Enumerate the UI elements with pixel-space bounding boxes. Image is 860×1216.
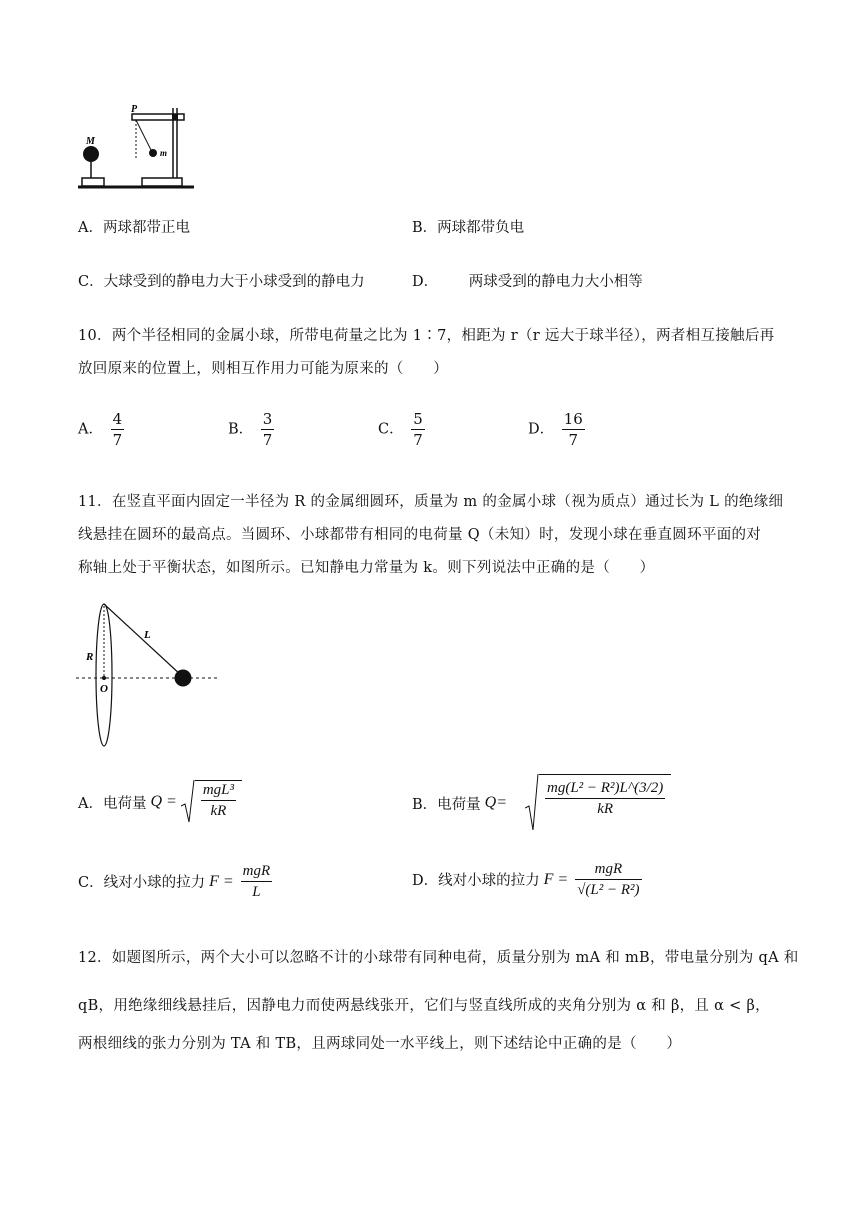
numerator: 3 <box>262 410 273 428</box>
q11-option-a-sqrt <box>181 780 242 824</box>
label-O: O <box>100 683 108 695</box>
numerator: 16 <box>563 410 583 428</box>
q10-option-d-letter: D． <box>528 421 555 438</box>
q11-text-line-1: 11．在竖直平面内固定一半径为 R 的金属细圆环，质量为 m 的金属小球（视为质点）通过长为 L 的绝缘细 <box>78 494 784 510</box>
denominator: √(L² − R²) <box>577 882 640 898</box>
q10-option-d <box>528 410 588 449</box>
q10-option-c <box>378 410 428 449</box>
q10-option-c-letter: C． <box>378 421 404 438</box>
q10-option-d-fraction <box>562 410 585 449</box>
q9-option-b: B．两球都带负电 <box>412 220 525 236</box>
numerator: mg(L² − R²)L^(3/2) <box>547 780 664 796</box>
numerator: 4 <box>112 410 123 428</box>
q11-text-line-3: 称轴上处于平衡状态，如图所示。已知静电力常量为 k。则下列说法中正确的是（ ） <box>78 560 655 576</box>
denominator: kR <box>210 803 227 819</box>
label-m: m <box>160 148 168 158</box>
label-M: M <box>86 136 95 147</box>
figure-charged-spheres <box>76 100 196 192</box>
q11-option-b-prefix: B．电荷量 <box>412 796 481 813</box>
q10-text-line-1: 10．两个半径相同的金属小球，所带电荷量之比为 1∶7，相距为 r（r 远大于球半径），两者相互接触后再 <box>78 328 775 344</box>
q9-option-d-text: 两球受到的静电力大小相等 <box>468 274 643 290</box>
q11-option-b <box>412 774 671 832</box>
q11-option-a: A．电荷量 Q = $\frac{\text{mgL³}}{kR}$ <box>78 780 242 824</box>
q10-option-c-fraction <box>411 410 425 449</box>
label-R: R <box>86 651 94 663</box>
q11-option-a-lhs: Q <box>150 793 163 810</box>
q10-option-b-fraction <box>261 410 275 449</box>
numerator: 5 <box>413 410 423 428</box>
q11-option-d: D．线对小球的拉力 F = $\frac{\text{mgR}}{\text{√(L² − R²)}}$ <box>412 861 640 898</box>
numerator: mgR <box>242 863 271 879</box>
denominator: kR <box>597 801 614 817</box>
denominator: L <box>252 884 261 900</box>
numerator: mgR <box>594 861 623 877</box>
q11-option-d-lhs: F <box>543 870 554 888</box>
q9-option-a: A．两球都带正电 <box>78 220 190 236</box>
denominator: 7 <box>112 431 123 449</box>
q11-option-a-prefix: A．电荷量 <box>78 795 147 812</box>
figure-ring-and-ball <box>74 598 224 750</box>
q11-option-b-sqrt <box>525 774 671 832</box>
q12-text-line-2: qB，用绝缘细线悬挂后，因静电力而使两悬线张开，它们与竖直线所成的夹角分别为 α 和 β，且 α < β， <box>78 998 770 1014</box>
label-P: P <box>131 104 138 115</box>
q10-option-b-letter: B． <box>228 421 254 438</box>
q10-option-a-letter: A． <box>78 421 103 438</box>
denominator: 7 <box>413 431 423 449</box>
q11-option-b-lhs: Q= <box>484 794 508 811</box>
q10-option-b <box>228 410 277 449</box>
q11-option-c: C．线对小球的拉力 F = $\frac{\text{mgR}}{L}$ <box>78 863 271 900</box>
q9-option-d <box>412 270 643 291</box>
q11-text-line-2: 线悬挂在圆环的最高点。当圆环、小球都带有相同的电荷量 Q（未知）时，发现小球在垂直圆环平面的对 <box>78 527 762 543</box>
q11-option-c-prefix: C．线对小球的拉力 <box>78 875 206 891</box>
label-L: L <box>144 629 151 641</box>
numerator: mgL³ <box>202 782 235 798</box>
q9-option-d-letter: D． <box>412 274 439 290</box>
q12-text-line-1: 12．如题图所示，两个大小可以忽略不计的小球带有同种电荷，质量分别为 mA 和 mB，带电量分别为 qA 和 <box>78 950 799 966</box>
q10-option-a-fraction <box>111 410 125 449</box>
q10-option-a <box>78 410 127 449</box>
q11-option-c-fraction <box>241 862 273 901</box>
denominator: 7 <box>568 431 579 449</box>
q11-option-d-fraction <box>575 860 641 899</box>
q11-option-d-prefix: D．线对小球的拉力 <box>412 873 540 889</box>
denominator: 7 <box>262 431 273 449</box>
q12-text-line-3: 两根细线的张力分别为 TA 和 TB，且两球同处一水平线上，则下述结论中正确的是（ ） <box>78 1036 682 1052</box>
q11-option-c-lhs: F <box>209 872 219 890</box>
q9-option-c: C．大球受到的静电力大于小球受到的静电力 <box>78 274 365 290</box>
q10-text-line-2: 放回原来的位置上，则相互作用力可能为原来的（ ） <box>78 361 448 377</box>
